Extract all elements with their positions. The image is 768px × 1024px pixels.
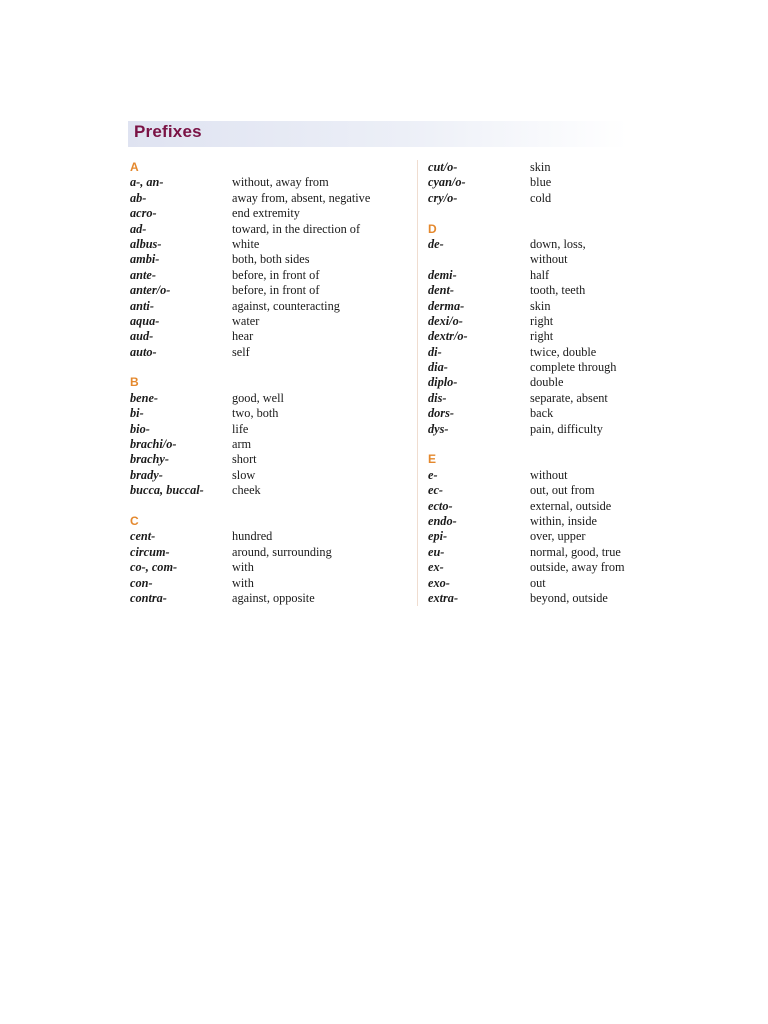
prefix-meaning: half (530, 267, 550, 282)
prefix-meaning: white (232, 236, 260, 251)
prefix-term: cyan/o- (428, 175, 466, 190)
prefix-meaning: two, both (232, 406, 279, 421)
prefix-term: cent- (130, 529, 156, 544)
prefix-entry (428, 560, 638, 575)
prefix-meaning: right (530, 329, 554, 344)
prefix-term: ex- (428, 560, 444, 575)
prefix-entry (428, 191, 638, 206)
prefix-meaning: arm (232, 437, 252, 452)
prefix-entry (428, 576, 638, 591)
prefix-meaning: away from, absent, negative (232, 190, 371, 205)
section-spacer (130, 499, 412, 514)
prefix-term: demi- (428, 267, 457, 282)
prefix-term: albus- (130, 236, 162, 251)
prefix-entry (428, 345, 638, 360)
prefix-entry (428, 314, 638, 329)
prefix-meaning: normal, good, true (530, 544, 621, 559)
prefix-entry (130, 560, 412, 575)
prefix-term: dis- (428, 390, 447, 405)
prefix-term: acro- (130, 206, 157, 221)
prefix-entry (428, 422, 638, 437)
prefix-term: brady- (130, 467, 163, 482)
prefix-meaning: before, in front of (232, 283, 320, 298)
prefix-entry (130, 391, 412, 406)
prefix-entry (428, 391, 638, 406)
column-divider (417, 160, 418, 606)
prefix-meaning: short (232, 452, 257, 467)
prefix-entry (130, 406, 412, 421)
prefix-term: endo- (428, 514, 457, 528)
prefix-entry (428, 406, 638, 421)
section-letter: E (428, 452, 437, 467)
prefix-entry (130, 545, 412, 560)
prefix-term: dys- (428, 421, 449, 436)
prefix-meaning: blue (530, 175, 552, 190)
prefix-entry (130, 345, 412, 360)
prefix-meaning: slow (232, 467, 256, 482)
prefix-term: ad- (130, 221, 147, 236)
section-letter: A (130, 160, 139, 174)
prefix-meaning: without, away from (232, 175, 329, 190)
prefix-entry (130, 252, 412, 267)
section-spacer (130, 360, 412, 375)
section-spacer (428, 437, 638, 452)
prefix-meaning: down, loss, without (530, 236, 586, 267)
prefix-term: circum- (130, 544, 170, 559)
prefix-entry (130, 191, 412, 206)
prefix-meaning: self (232, 344, 250, 359)
prefix-meaning: separate, absent (530, 390, 608, 405)
prefix-meaning: within, inside (530, 514, 597, 528)
prefix-entry (130, 483, 412, 498)
prefix-term: con- (130, 575, 153, 590)
prefix-meaning: out, out from (530, 483, 595, 498)
prefix-meaning: back (530, 406, 554, 421)
prefix-entry (428, 514, 638, 529)
prefix-entry (428, 545, 638, 560)
prefix-meaning: against, counteracting (232, 298, 340, 313)
prefix-term: brachi/o- (130, 437, 177, 452)
prefix-term: ecto- (428, 498, 453, 513)
prefix-term: co-, com- (130, 560, 178, 575)
prefix-entry (130, 299, 412, 314)
prefix-term: extra- (428, 590, 459, 605)
prefix-term: bene- (130, 390, 158, 405)
section-header (128, 121, 628, 147)
prefix-entry (130, 329, 412, 344)
prefix-meaning: pain, difficulty (530, 421, 603, 436)
prefix-entry (130, 206, 412, 221)
prefix-term: di- (428, 344, 442, 359)
prefix-meaning: over, upper (530, 529, 586, 544)
prefix-term: dexi/o- (428, 313, 463, 328)
prefix-term: auto- (130, 344, 157, 359)
prefix-entry (428, 483, 638, 498)
prefix-term: dextr/o- (428, 329, 468, 344)
prefix-meaning: cheek (232, 483, 261, 498)
prefix-meaning: end extremity (232, 206, 300, 221)
prefix-term: a-, an- (130, 175, 164, 190)
prefix-entry (130, 529, 412, 544)
prefix-meaning: without (530, 467, 568, 482)
prefix-meaning: skin (530, 298, 551, 313)
prefix-entry (428, 360, 638, 375)
prefix-term: bio- (130, 421, 150, 436)
prefix-entry (428, 283, 638, 298)
prefix-term: diplo- (428, 375, 458, 390)
page-title: Prefixes (134, 122, 202, 141)
prefix-entry (130, 437, 412, 452)
prefix-entry (428, 175, 638, 190)
prefix-meaning: external, outside (530, 498, 612, 513)
prefix-meaning: against, opposite (232, 590, 315, 605)
prefix-term: ambi- (130, 252, 160, 267)
prefix-term: ab- (130, 190, 147, 205)
prefix-term: e- (428, 467, 438, 482)
prefix-term: dent- (428, 283, 454, 298)
prefix-entry (428, 268, 638, 283)
prefix-entry (130, 237, 412, 252)
prefix-entry (428, 329, 638, 344)
prefix-meaning: water (232, 313, 260, 328)
prefix-entry (130, 591, 412, 606)
prefix-entry (428, 591, 638, 606)
prefix-term: epi- (428, 529, 448, 544)
prefix-term: derma- (428, 298, 465, 313)
prefix-term: cut/o- (428, 160, 458, 174)
prefix-term: cry/o- (428, 190, 458, 205)
prefix-entry (130, 452, 412, 467)
prefix-entry (428, 237, 638, 268)
prefix-meaning: hundred (232, 529, 273, 544)
prefix-meaning: toward, in the direction of (232, 221, 361, 236)
prefix-entry (130, 422, 412, 437)
prefix-meaning: outside, away from (530, 560, 625, 575)
prefix-meaning: double (530, 375, 564, 390)
left-column (130, 160, 412, 606)
prefix-term: ante- (130, 267, 156, 282)
prefix-entry (130, 468, 412, 483)
prefix-entry (130, 314, 412, 329)
prefix-term: anter/o- (130, 283, 171, 298)
prefix-entry (428, 499, 638, 514)
prefix-meaning: right (530, 313, 554, 328)
prefix-meaning: hear (232, 329, 254, 344)
prefix-entry (130, 222, 412, 237)
prefix-meaning: with (232, 560, 254, 575)
prefix-meaning: skin (530, 160, 551, 174)
prefix-meaning: out (530, 575, 546, 590)
prefix-term: anti- (130, 298, 154, 313)
prefix-meaning: complete through (530, 360, 617, 375)
prefix-meaning: around, surrounding (232, 544, 332, 559)
prefix-term: aud- (130, 329, 154, 344)
prefix-term: brachy- (130, 452, 169, 467)
section-spacer (428, 206, 638, 221)
section-letter: C (130, 513, 139, 528)
prefix-term: eu- (428, 544, 445, 559)
section-letter: B (130, 375, 139, 390)
prefix-entry (428, 160, 638, 175)
prefix-term: aqua- (130, 313, 160, 328)
prefix-entry (130, 268, 412, 283)
prefix-term: dors- (428, 406, 454, 421)
prefix-term: bi- (130, 406, 144, 421)
prefix-meaning: twice, double (530, 344, 597, 359)
prefix-entry (428, 468, 638, 483)
prefix-term: ec- (428, 483, 444, 498)
prefix-entry (130, 175, 412, 190)
prefix-meaning: with (232, 575, 254, 590)
prefix-entry (130, 576, 412, 591)
prefix-meaning: beyond, outside (530, 590, 608, 605)
prefix-entry (428, 529, 638, 544)
prefix-entry (130, 283, 412, 298)
prefix-term: de- (428, 236, 444, 251)
prefix-entry (428, 299, 638, 314)
prefix-meaning: life (232, 421, 249, 436)
prefix-meaning: before, in front of (232, 267, 320, 282)
prefix-meaning: tooth, teeth (530, 283, 586, 298)
prefix-entry (428, 375, 638, 390)
prefix-term: exo- (428, 575, 450, 590)
prefix-term: dia- (428, 360, 448, 375)
right-column (428, 160, 638, 606)
prefix-meaning: cold (530, 190, 552, 205)
prefix-meaning: both, both sides (232, 252, 310, 267)
section-letter: D (428, 221, 437, 236)
prefix-meaning: good, well (232, 390, 284, 405)
prefix-term: bucca, buccal- (130, 483, 204, 498)
prefix-term: contra- (130, 590, 167, 605)
